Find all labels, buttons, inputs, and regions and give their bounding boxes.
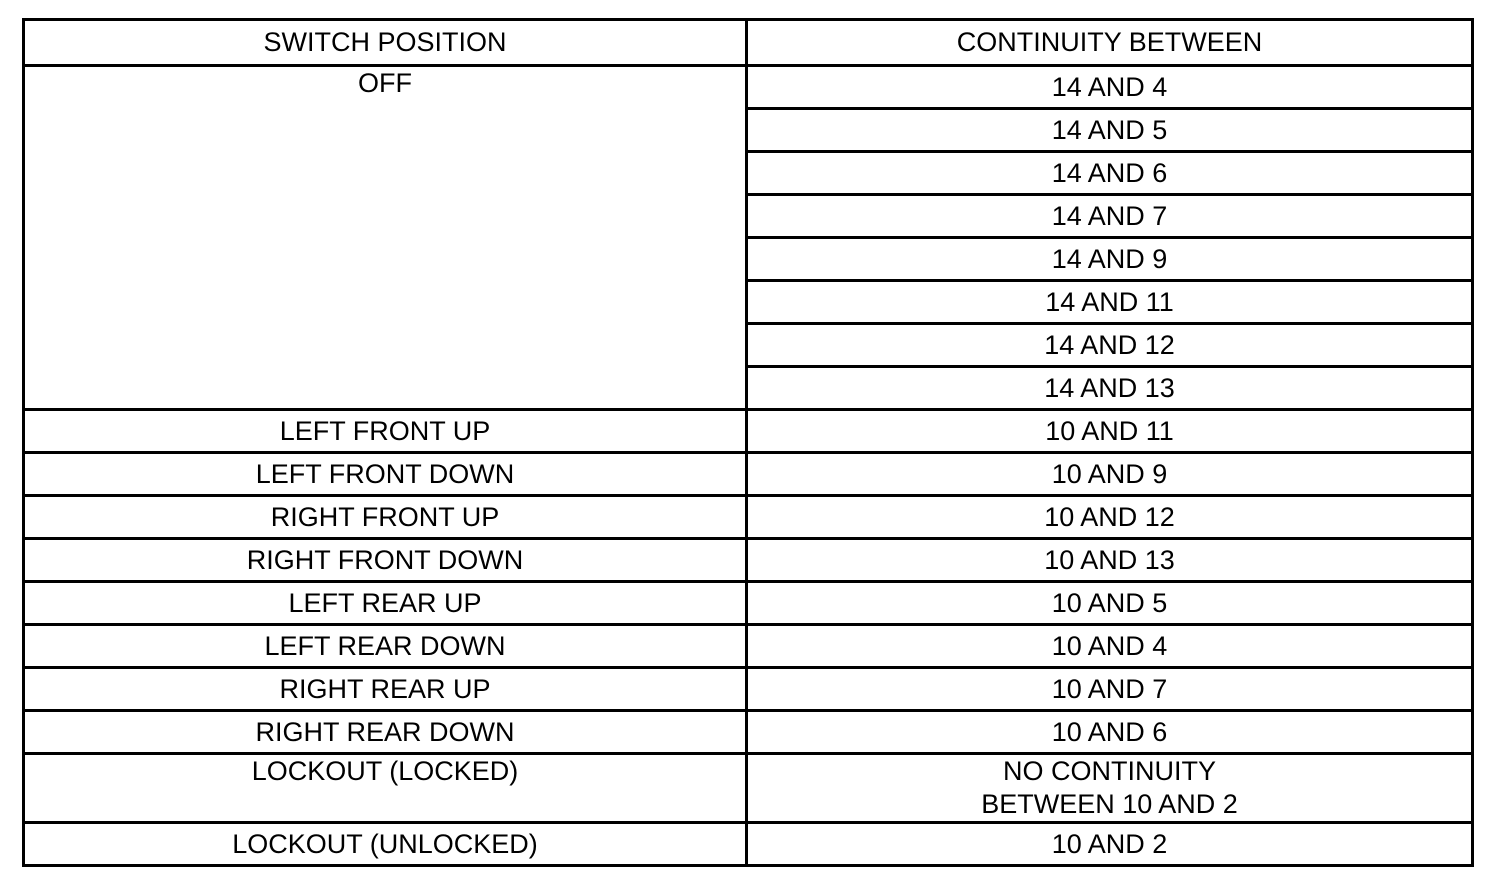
- continuity-cell: 10 AND 12: [747, 496, 1473, 539]
- continuity-cell: 14 AND 9: [747, 238, 1473, 281]
- continuity-cell: 10 AND 6: [747, 711, 1473, 754]
- continuity-table: [22, 18, 1474, 867]
- continuity-cell: 14 AND 5: [747, 109, 1473, 152]
- continuity-cell: 10 AND 5: [747, 582, 1473, 625]
- table-row: [24, 625, 1473, 668]
- switch-position-off: OFF: [24, 66, 747, 410]
- continuity-cell: 10 AND 7: [747, 668, 1473, 711]
- continuity-cell: 14 AND 13: [747, 367, 1473, 410]
- switch-position-cell: RIGHT FRONT DOWN: [24, 539, 747, 582]
- table-row: [24, 582, 1473, 625]
- switch-position-lockout-unlocked: LOCKOUT (UNLOCKED): [24, 823, 747, 866]
- header-row: [24, 20, 1473, 66]
- header-continuity-between: CONTINUITY BETWEEN: [747, 20, 1473, 66]
- switch-position-cell: LEFT FRONT UP: [24, 410, 747, 453]
- table-row: [24, 410, 1473, 453]
- table-row: [24, 823, 1473, 866]
- continuity-line: NO CONTINUITY: [1003, 756, 1216, 786]
- continuity-cell: 14 AND 12: [747, 324, 1473, 367]
- switch-position-cell: LEFT REAR DOWN: [24, 625, 747, 668]
- continuity-cell: 10 AND 13: [747, 539, 1473, 582]
- switch-position-cell: RIGHT FRONT UP: [24, 496, 747, 539]
- switch-position-cell: RIGHT REAR DOWN: [24, 711, 747, 754]
- switch-position-cell: LEFT REAR UP: [24, 582, 747, 625]
- header-switch-position: SWITCH POSITION: [24, 20, 747, 66]
- continuity-line: BETWEEN 10 AND 2: [981, 789, 1238, 819]
- continuity-cell-lockout-locked: [747, 754, 1473, 823]
- table-row: [24, 66, 1473, 109]
- switch-position-cell: RIGHT REAR UP: [24, 668, 747, 711]
- continuity-cell: 14 AND 6: [747, 152, 1473, 195]
- continuity-cell: 10 AND 9: [747, 453, 1473, 496]
- continuity-cell: 10 AND 11: [747, 410, 1473, 453]
- continuity-cell: 10 AND 4: [747, 625, 1473, 668]
- switch-position-lockout-locked: LOCKOUT (LOCKED): [24, 754, 747, 823]
- table-row: [24, 711, 1473, 754]
- continuity-cell: 10 AND 2: [747, 823, 1473, 866]
- table-row: [24, 453, 1473, 496]
- table-row: [24, 496, 1473, 539]
- table-row: [24, 539, 1473, 582]
- continuity-cell: 14 AND 4: [747, 66, 1473, 109]
- table-row: [24, 668, 1473, 711]
- continuity-cell: 14 AND 11: [747, 281, 1473, 324]
- continuity-cell: 14 AND 7: [747, 195, 1473, 238]
- table-row: [24, 754, 1473, 823]
- switch-position-cell: LEFT FRONT DOWN: [24, 453, 747, 496]
